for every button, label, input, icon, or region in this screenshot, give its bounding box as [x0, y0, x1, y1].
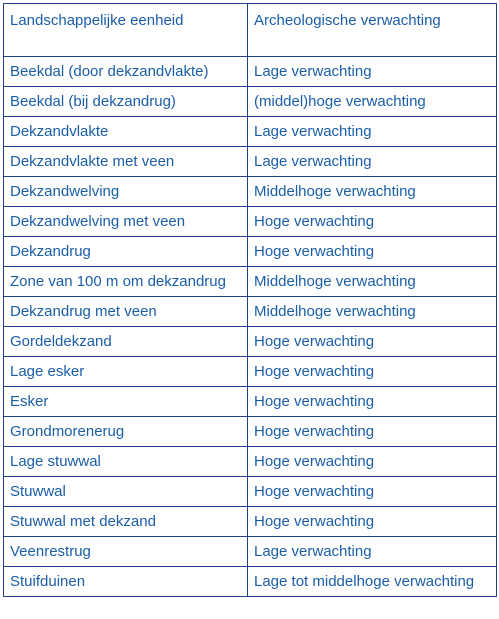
table-row: [4, 327, 497, 357]
cell-landscape-unit: Grondmorenerug: [4, 417, 248, 447]
cell-archaeological-expectation: Lage verwachting: [248, 57, 497, 87]
cell-landscape-unit: Stuwwal: [4, 477, 248, 507]
cell-archaeological-expectation: Middelhoge verwachting: [248, 267, 497, 297]
cell-landscape-unit: Beekdal (bij dekzandrug): [4, 87, 248, 117]
cell-archaeological-expectation: Lage verwachting: [248, 537, 497, 567]
cell-archaeological-expectation: Middelhoge verwachting: [248, 297, 497, 327]
cell-archaeological-expectation: Hoge verwachting: [248, 237, 497, 267]
table-row: [4, 117, 497, 147]
cell-archaeological-expectation: Lage verwachting: [248, 147, 497, 177]
cell-archaeological-expectation: Hoge verwachting: [248, 417, 497, 447]
cell-landscape-unit: Dekzandrug met veen: [4, 297, 248, 327]
cell-archaeological-expectation: Lage verwachting: [248, 117, 497, 147]
cell-archaeological-expectation: Hoge verwachting: [248, 327, 497, 357]
table-header: [4, 4, 497, 57]
table-row: [4, 477, 497, 507]
cell-landscape-unit: Dekzandwelving: [4, 177, 248, 207]
table-row: [4, 297, 497, 327]
cell-landscape-unit: Dekzandvlakte: [4, 117, 248, 147]
cell-archaeological-expectation: Hoge verwachting: [248, 387, 497, 417]
cell-landscape-unit: Dekzandwelving met veen: [4, 207, 248, 237]
cell-landscape-unit: Lage stuwwal: [4, 447, 248, 477]
table-row: [4, 267, 497, 297]
cell-landscape-unit: Dekzandrug: [4, 237, 248, 267]
table-row: [4, 387, 497, 417]
table-row: [4, 507, 497, 537]
cell-archaeological-expectation: (middel)hoge verwachting: [248, 87, 497, 117]
header-row: [4, 4, 497, 57]
table-row: [4, 357, 497, 387]
table-row: [4, 87, 497, 117]
table-row: [4, 447, 497, 477]
table-row: [4, 147, 497, 177]
header-cell-landscape-unit: Landschappelijke eenheid: [4, 4, 248, 57]
table-row: [4, 237, 497, 267]
cell-archaeological-expectation: Hoge verwachting: [248, 507, 497, 537]
cell-archaeological-expectation: Lage tot middelhoge verwachting: [248, 567, 497, 597]
table-row: [4, 177, 497, 207]
cell-landscape-unit: Lage esker: [4, 357, 248, 387]
cell-archaeological-expectation: Hoge verwachting: [248, 477, 497, 507]
cell-landscape-unit: Beekdal (door dekzandvlakte): [4, 57, 248, 87]
table-row: [4, 537, 497, 567]
table-body: [4, 57, 497, 597]
cell-archaeological-expectation: Hoge verwachting: [248, 207, 497, 237]
cell-landscape-unit: Stuwwal met dekzand: [4, 507, 248, 537]
cell-archaeological-expectation: Middelhoge verwachting: [248, 177, 497, 207]
cell-landscape-unit: Dekzandvlakte met veen: [4, 147, 248, 177]
table-row: [4, 207, 497, 237]
table-row: [4, 417, 497, 447]
table-row: [4, 57, 497, 87]
table-row: [4, 567, 497, 597]
cell-archaeological-expectation: Hoge verwachting: [248, 357, 497, 387]
header-cell-archaeological-expectation: Archeologische verwachting: [248, 4, 497, 57]
cell-landscape-unit: Zone van 100 m om dekzandrug: [4, 267, 248, 297]
cell-landscape-unit: Veenrestrug: [4, 537, 248, 567]
cell-landscape-unit: Stuifduinen: [4, 567, 248, 597]
cell-landscape-unit: Gordeldekzand: [4, 327, 248, 357]
cell-landscape-unit: Esker: [4, 387, 248, 417]
expectation-table: [3, 3, 497, 597]
cell-archaeological-expectation: Hoge verwachting: [248, 447, 497, 477]
